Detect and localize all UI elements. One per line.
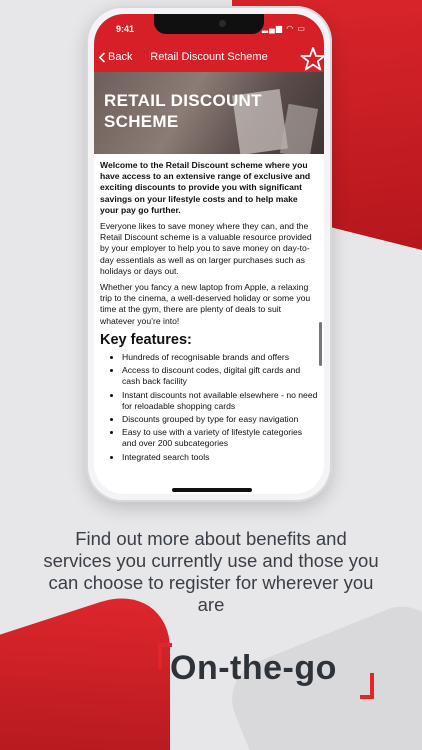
article-body [94,154,324,463]
hero-banner [94,72,324,154]
features-list [100,352,318,463]
scroll-content[interactable] [94,72,324,494]
nav-title: Retail Discount Scheme [150,51,268,63]
feature-item: • Access to discount codes, digital gift cards and cash back facility [122,365,318,387]
feature-item: • Discounts grouped by type for easy navigation [122,414,318,425]
feature-item: • Easy to use with a variety of lifestyle categories and over 200 subcategories [122,427,318,449]
shopping-bag-image [280,104,318,154]
phone-mockup [86,6,332,502]
star-icon[interactable] [300,46,324,72]
phone-screen [94,14,324,494]
hero-title-line1: RETAIL DISCOUNT [104,91,262,110]
feature-item: • Hundreds of recognisable brands and offers [122,352,318,363]
article-paragraph: Whether you fancy a new laptop from Apple, a relaxing trip to the cinema, a well-deserved holiday or some you time at the gym, there are plenty of deals to suit whatever you’re into! [100,282,311,326]
home-indicator [172,488,252,492]
feature-item: • Integrated search tools [122,452,318,463]
brand-text: On-the-go [170,649,337,687]
article-lead: Welcome to the Retail Discount scheme where you have access to an extensive range of exclusive and exciting discounts to provide you with significant savings on your lifestyle costs and to help make your pay go further. [100,160,311,215]
feature-item: • Instant discounts not available elsewhere - no need for reloadable shopping cards [122,390,318,412]
status-bar [94,14,324,44]
hero-title [104,90,262,132]
key-features-heading: Key features: [100,331,192,348]
hero-title-line2: SCHEME [104,112,179,131]
camera-dot [219,20,226,27]
article-paragraph: Everyone likes to save money where they can, and the Retail Discount scheme is a valuable resource provided by your employer to help you to save money on day-to-day essentials as well as on larger purchases such as holidays or days out. [100,221,312,276]
promo-caption: Find out more about benefits and services you currently use and those you can choose to register for wherever you are [43,528,379,615]
bracket-bottom-right [360,673,374,699]
phone-notch [154,14,264,34]
status-time: 9:41 [116,24,135,34]
nav-bar [94,44,324,72]
scrollbar[interactable] [319,322,322,366]
brand-logo [158,643,374,699]
back-label: Back [108,51,133,63]
status-icons: ▂▄▆ ◠ ▭ [262,24,306,33]
